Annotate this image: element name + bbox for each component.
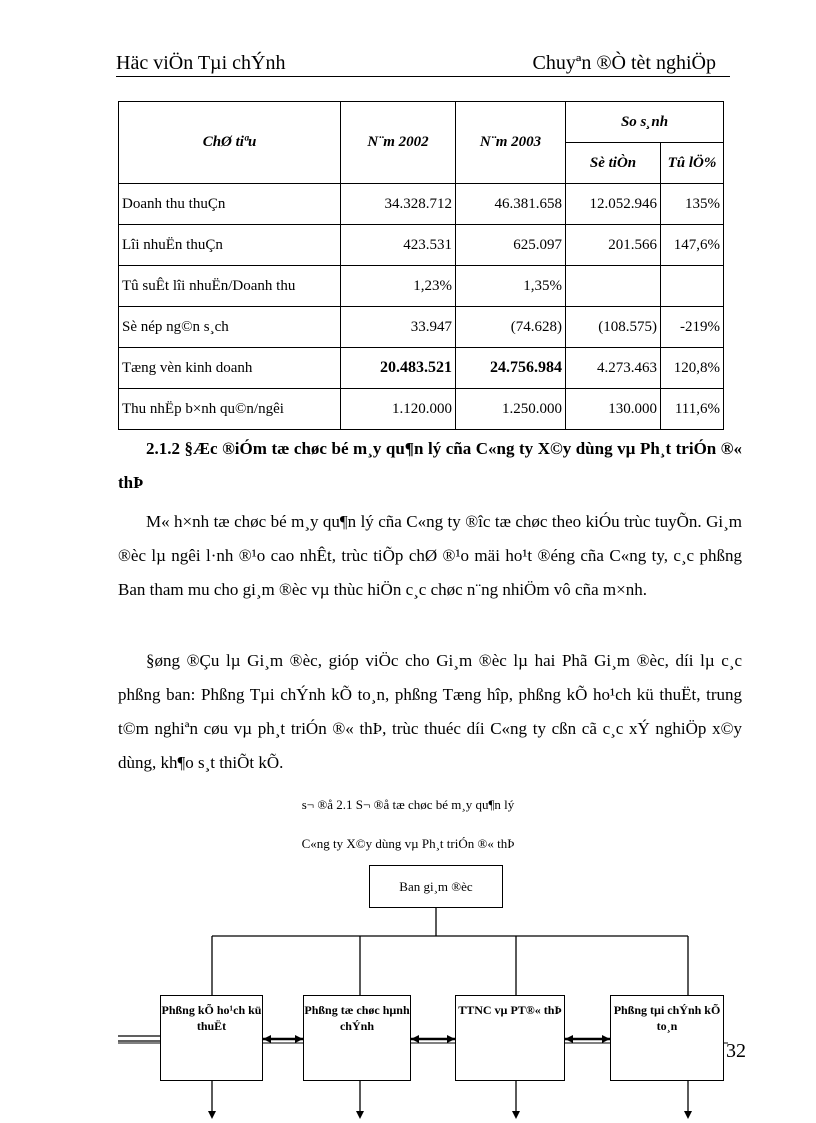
cell-2003: (74.628) [456,307,566,348]
cell-ty-le: 120,8% [661,348,724,389]
section-heading: 2.1.2 §Æc ®iÓm tæ chøc bé m¸y qu¶n lý cña C«ng ty X©y dùng vµ Ph¸t triÓn ®« thÞ [118,439,742,492]
row-label: Sè nép ng©n s¸ch [119,307,341,348]
cell-2003: 46.381.658 [456,184,566,225]
cell-so-tien: (108.575) [566,307,661,348]
col-header-ty-le: Tû lÖ% [661,143,724,184]
org-box-department: Phßng kÕ ho¹ch kü thuËt [160,995,263,1081]
cell-ty-le: -219% [661,307,724,348]
diagram-caption-1: s¬ ®å 2.1 S¬ ®å tæ chøc bé m¸y qu¶n lý [301,797,515,812]
org-box-ban-giam-doc: Ban gi¸m ®èc [369,865,503,908]
cell-2003: 625.097 [456,225,566,266]
org-box-department: Phßng tµi chÝnh kÕ to¸n [610,995,724,1081]
paragraph-1: M« h×nh tæ chøc bé m¸y qu¶n lý cña C«ng ty ®îc tæ chøc theo kiÓu trùc tuyÕn. Gi¸m ®èc lµ ngêi l·nh ®¹o cao nhÊt, trùc tiÕp chØ ®¹o mäi ho¹t ®éng cña C«ng ty, c¸c phßng Ban tham mu cho gi¸m ®èc vµ thùc hiÖn c¸c chøc n¨ng nhiÖm vô cña m×nh. [118,512,742,599]
cell-so-tien: 201.566 [566,225,661,266]
diagram-caption-2: C«ng ty X©y dùng vµ Ph¸t triÓn ®« thÞ [301,836,515,851]
header-left: Häc viÖn Tµi chÝnh [116,52,286,74]
cell-2002: 1,23% [341,266,456,307]
page-number: 32 [726,1040,746,1062]
col-header-chi-tieu: ChØ tiªu [119,102,341,184]
row-label: Thu nhËp b×nh qu©n/ngêi [119,389,341,430]
cell-2002: 423.531 [341,225,456,266]
cell-so-tien: 4.273.463 [566,348,661,389]
cell-2002: 33.947 [341,307,456,348]
cell-ty-le: 111,6% [661,389,724,430]
cell-2002: 1.120.000 [341,389,456,430]
col-header-so-sanh: So s¸nh [566,102,724,143]
paragraph-2: §øng ®Çu lµ Gi¸m ®èc, gióp viÖc cho Gi¸m ®èc lµ hai Phã Gi¸m ®èc, díi lµ c¸c phßng ban: Phßng Tµi chÝnh kÕ to¸n, phßng Tæng hîp, phßng kÕ ho¹ch kü thuËt, trung t©m nghiªn cøu vµ ph¸t triÓn ®« thÞ, trùc thuéc díi C«ng ty cßn cã c¸c xÝ nghiÖp x©y dùng, kh¶o s¸t thiÕt kÕ. [118,651,742,772]
cell-so-tien: 130.000 [566,389,661,430]
cell-2003: 1.250.000 [456,389,566,430]
row-label: Lîi nhuËn thuÇn [119,225,341,266]
row-label: Doanh thu thuÇn [119,184,341,225]
header-right: Chuyªn ®Ò tèt nghiÖp [532,52,716,74]
cell-2002: 34.328.712 [341,184,456,225]
org-box-department: TTNC vµ PT®« thÞ [455,995,565,1081]
cell-2003: 24.756.984 [456,348,566,389]
cell-ty-le: 135% [661,184,724,225]
cell-ty-le: 147,6% [661,225,724,266]
org-box-department: Phßng tæ chøc hµnh chÝnh [303,995,411,1081]
cell-so-tien: 12.052.946 [566,184,661,225]
row-label: Tû suÊt lîi nhuËn/Doanh thu [119,266,341,307]
col-header-so-tien: Sè tiÒn [566,143,661,184]
cell-2002: 20.483.521 [341,348,456,389]
col-header-2003: N¨m 2003 [456,102,566,184]
cell-2003: 1,35% [456,266,566,307]
col-header-2002: N¨m 2002 [341,102,456,184]
row-label: Tæng vèn kinh doanh [119,348,341,389]
